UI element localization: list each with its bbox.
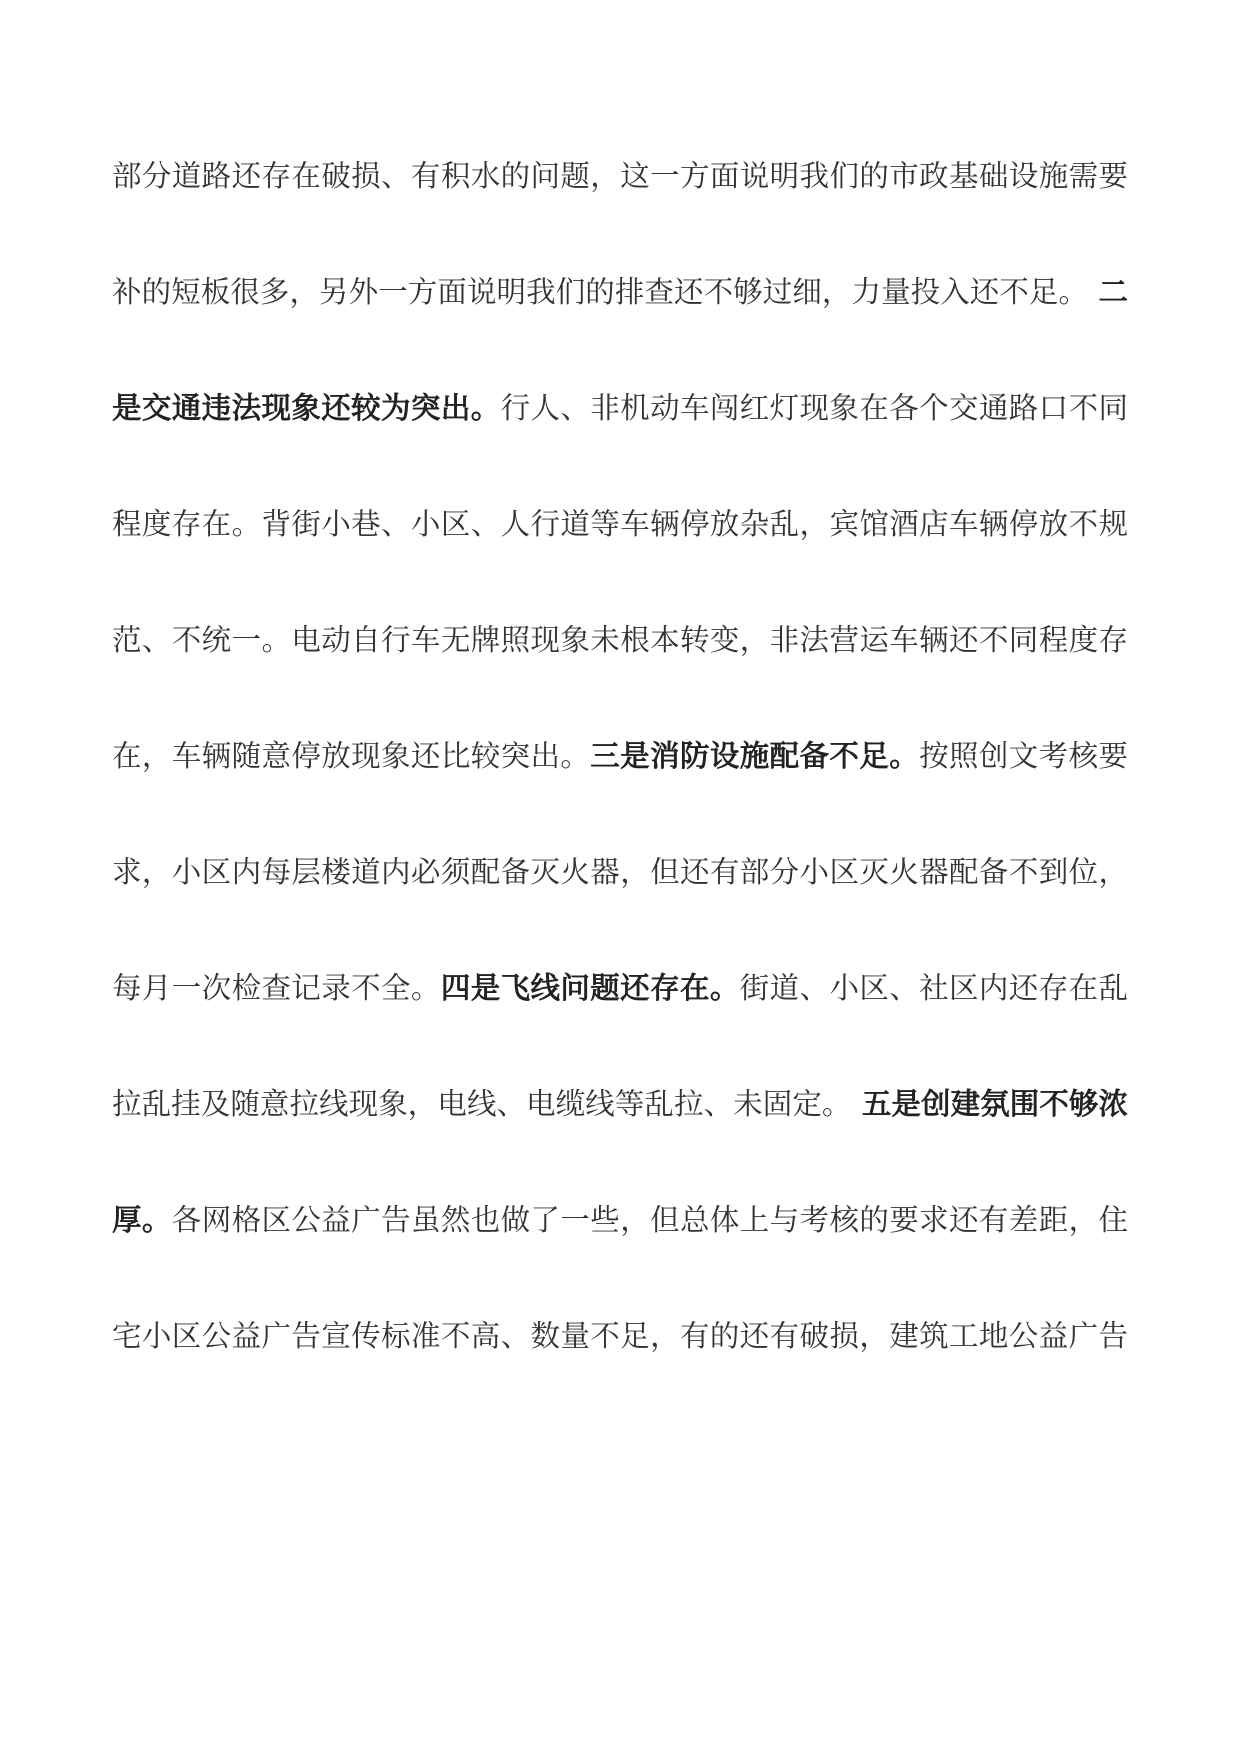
text-line [112, 494, 1128, 554]
body-text: 求，小区内每层楼道内必须配备灭火器，但还有部分小区灭火器配备不到位， [112, 855, 1128, 889]
text-line [112, 842, 1128, 902]
body-text: 补的短板很多，另外一方面说明我们的排查还不够过细，力量投入还不足。 [112, 275, 1089, 309]
body-text: 部分道路还存在破损、有积水的问题，这一方面说明我们的市政基础设施需要 [112, 159, 1128, 193]
text-line [112, 1074, 1128, 1134]
bold-heading-text: 厚。 [112, 1203, 172, 1237]
body-text: 范、不统一。电动自行车无牌照现象未根本转变，非法营运车辆还不同程度存 [112, 623, 1128, 657]
body-text: 在，车辆随意停放现象还比较突出。 [112, 739, 591, 773]
body-text: 程度存在。背街小巷、小区、人行道等车辆停放杂乱，宾馆酒店车辆停放不规 [112, 507, 1128, 541]
bold-heading-text: 二 [1088, 275, 1128, 309]
bold-heading-text: 四是飞线问题还存在。 [440, 971, 740, 1005]
body-text: 街道、小区、社区内还存在乱 [739, 971, 1128, 1005]
text-line [112, 378, 1128, 438]
text-line [112, 1190, 1128, 1250]
text-line [112, 610, 1128, 670]
bold-heading-text: 五是创建氛围不够浓 [851, 1087, 1128, 1121]
body-text: 行人、非机动车闯红灯现象在各个交通路口不同 [500, 391, 1128, 425]
text-line [112, 726, 1128, 786]
body-text: 各网格区公益广告虽然也做了一些，但总体上与考核的要求还有差距，住 [171, 1203, 1128, 1237]
text-line [112, 1306, 1128, 1366]
bold-heading-text: 是交通违法现象还较为突出。 [112, 391, 501, 425]
body-text: 按照创文考核要 [919, 739, 1128, 773]
body-text: 宅小区公益广告宣传标准不高、数量不足，有的还有破损，建筑工地公益广告 [112, 1319, 1128, 1353]
body-text: 拉乱挂及随意拉线现象，电线、电缆线等乱拉、未固定。 [112, 1087, 852, 1121]
bold-heading-text: 三是消防设施配备不足。 [590, 739, 920, 773]
text-line [112, 146, 1128, 206]
text-line [112, 262, 1128, 322]
text-line [112, 958, 1128, 1018]
body-text: 每月一次检查记录不全。 [112, 971, 441, 1005]
